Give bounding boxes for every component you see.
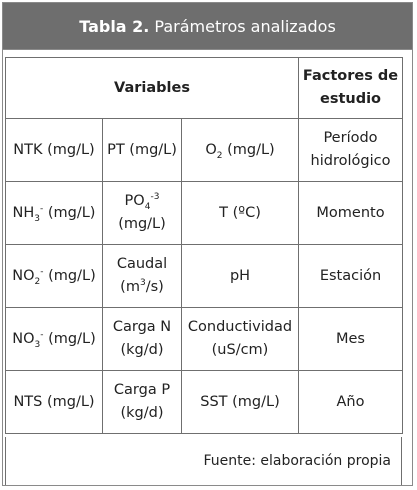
parameters-table <box>5 57 403 434</box>
variable-cell <box>103 308 182 371</box>
cell-text: pH <box>229 267 251 284</box>
variable-cell <box>6 245 103 308</box>
variable-cell <box>103 245 182 308</box>
caption-text: Parámetros analizados <box>154 16 336 36</box>
variable-cell <box>182 182 299 245</box>
cell-superscript: - <box>40 329 44 340</box>
cell-text: Caudal (m <box>116 256 168 295</box>
cell-text-suffix: (mg/L) <box>43 204 96 221</box>
cell-text-suffix: (mg/L) <box>43 330 96 347</box>
table-row <box>6 308 403 371</box>
cell-text: NO <box>12 330 35 347</box>
variables-header: Variables <box>6 58 299 119</box>
cell-text: NTS (mg/L) <box>13 393 95 410</box>
cell-text-suffix: (mg/L) <box>43 267 96 284</box>
factor-text: Período hidrológico <box>310 130 391 169</box>
cell-text: T (ºC) <box>219 204 261 221</box>
cell-text: PO <box>124 193 145 209</box>
table-row <box>6 245 403 308</box>
variable-cell <box>6 308 103 371</box>
variable-cell <box>103 119 182 182</box>
cell-text: PT (mg/L) <box>107 141 177 158</box>
cell-text: Carga P (kg/d) <box>113 382 171 421</box>
cell-subscript: 3 <box>34 213 40 224</box>
variable-cell <box>6 119 103 182</box>
cell-text: NTK (mg/L) <box>13 141 95 158</box>
cell-superscript: 3 <box>139 278 146 289</box>
factor-text: Año <box>336 393 365 410</box>
cell-text-suffix: (mg/L) <box>222 141 275 158</box>
cell-text: Carga N (kg/d) <box>112 319 172 358</box>
variable-cell <box>6 182 103 245</box>
cell-text: NO <box>12 267 35 284</box>
factor-text: Momento <box>316 204 385 221</box>
cell-text: NH <box>12 204 35 221</box>
cell-subscript: 4 <box>144 201 151 212</box>
variable-cell <box>182 119 299 182</box>
cell-superscript: -3 <box>150 192 160 203</box>
table-row <box>6 182 403 245</box>
factores-header: Factores de estudio <box>299 58 403 119</box>
variable-cell <box>182 245 299 308</box>
table-row <box>6 119 403 182</box>
cell-superscript: - <box>40 266 44 277</box>
variable-cell <box>103 182 182 245</box>
variable-cell <box>103 371 182 434</box>
factor-cell <box>299 182 403 245</box>
cell-text: SST (mg/L) <box>200 393 280 410</box>
source-note: Fuente: elaboración propia <box>5 437 402 485</box>
cell-text-suffix: /s) <box>145 279 164 295</box>
factor-text: Estación <box>319 267 382 284</box>
cell-superscript: - <box>40 203 44 214</box>
cell-subscript: 2 <box>216 150 223 161</box>
cell-text: O <box>205 141 217 158</box>
table-row <box>6 371 403 434</box>
factor-text: Mes <box>336 330 365 347</box>
factor-cell <box>299 245 403 308</box>
variable-cell <box>182 371 299 434</box>
factor-cell <box>299 119 403 182</box>
cell-subscript: 3 <box>34 339 41 350</box>
factor-cell <box>299 308 403 371</box>
table-header-row <box>6 58 403 119</box>
variable-cell <box>6 371 103 434</box>
cell-text-suffix: (mg/L) <box>118 216 166 232</box>
table-caption <box>2 2 413 50</box>
factor-cell <box>299 371 403 434</box>
cell-text: Conductividad (uS/cm) <box>187 319 293 358</box>
variable-cell <box>182 308 299 371</box>
cell-subscript: 2 <box>34 276 41 287</box>
caption-label: Tabla 2. <box>79 16 150 36</box>
